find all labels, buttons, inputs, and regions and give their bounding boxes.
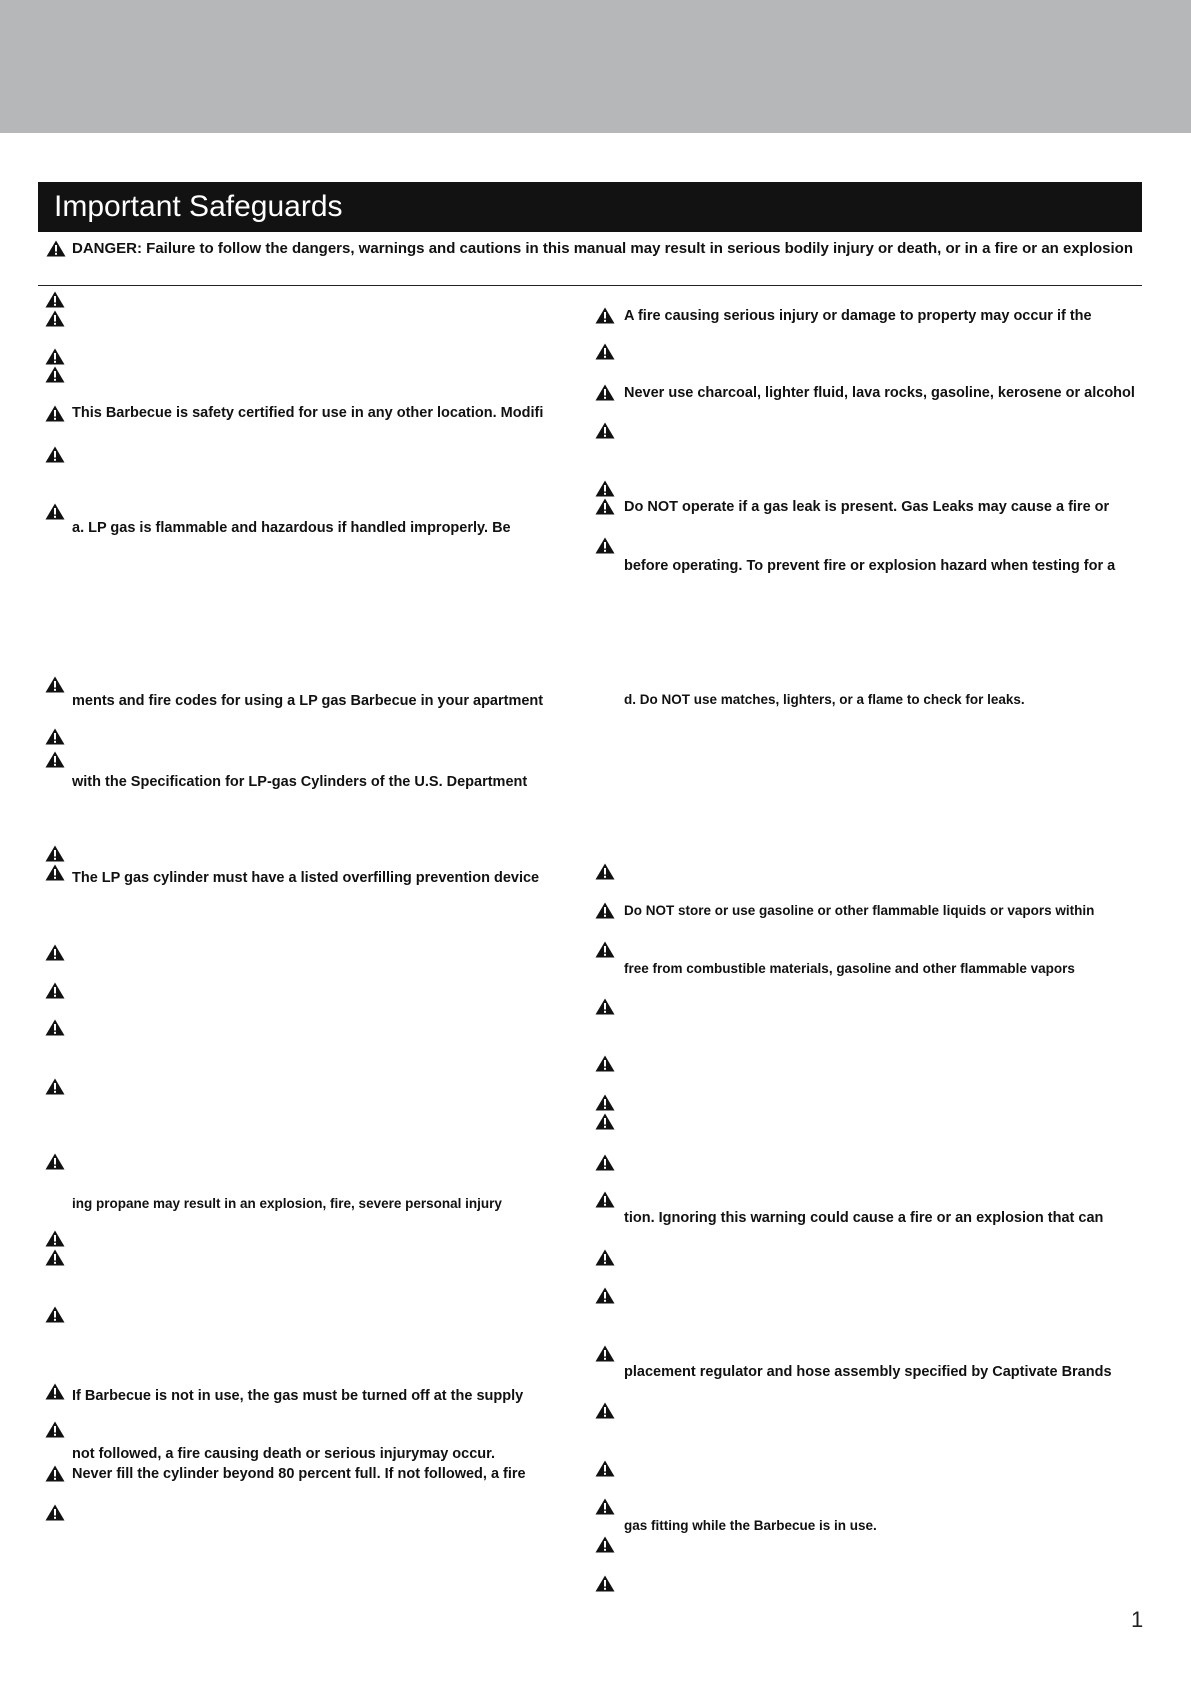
warning-icon: [45, 845, 65, 862]
warning-icon: [595, 1287, 615, 1304]
warning-icon: [595, 998, 615, 1015]
safeguard-text: gas fitting while the Barbecue is in use.: [624, 1518, 877, 1533]
warning-icon: [595, 1191, 615, 1208]
safeguard-text: before operating. To prevent fire or explosion hazard when testing for a: [624, 558, 1116, 574]
warning-icon: [45, 982, 65, 999]
warning-icon: [45, 1249, 65, 1266]
header-band: [0, 0, 1191, 133]
warning-icon: [595, 1345, 615, 1362]
safeguard-text: ing propane may result in an explosion, fire, severe personal injury: [72, 1196, 502, 1211]
warning-icon: [45, 676, 65, 693]
warning-icon: [45, 1019, 65, 1036]
warning-icon: [595, 1460, 615, 1477]
page-title: Important Safeguards: [38, 182, 1142, 232]
warning-icon: [45, 446, 65, 463]
warning-icon: [45, 944, 65, 961]
danger-text: DANGER: Failure to follow the dangers, warnings and cautions in this manual may result in serious bodily injury or death, or in a fire or an explosion: [72, 240, 1134, 257]
warning-icon: [595, 941, 615, 958]
warning-icon: [595, 343, 615, 360]
warning-icon: [595, 422, 615, 439]
warning-icon: [595, 498, 615, 515]
divider: [38, 285, 1142, 286]
warning-icon: [595, 1498, 615, 1515]
warning-icon: [45, 1153, 65, 1170]
safeguard-text: ments and fire codes for using a LP gas Barbecue in your apartment: [72, 693, 544, 709]
safeguard-text: Do NOT operate if a gas leak is present. Gas Leaks may cause a fire or: [624, 499, 1110, 515]
safeguard-text: This Barbecue is safety certified for use in any other location. Modifi: [72, 405, 544, 421]
warning-icon: [595, 1402, 615, 1419]
warning-icon: [45, 1421, 65, 1438]
safeguard-text: a. LP gas is flammable and hazardous if handled improperly. Be: [72, 520, 511, 536]
warning-icon: [595, 1249, 615, 1266]
safeguard-text: free from combustible materials, gasoline and other flammable vapors: [624, 961, 1075, 976]
warning-icon: [45, 1230, 65, 1247]
warning-icon: [595, 1094, 615, 1111]
warning-icon: [595, 537, 615, 554]
safeguard-text: tion. Ignoring this warning could cause a fire or an explosion that can: [624, 1210, 1104, 1226]
warning-icon: [595, 1575, 615, 1592]
safeguard-text: not followed, a fire causing death or serious injurymay occur.: [72, 1446, 496, 1462]
danger-statement: [46, 236, 1146, 262]
warning-icon: [45, 503, 65, 520]
warning-icon: [45, 1078, 65, 1095]
warning-icon: [45, 348, 65, 365]
warning-icon: [45, 1465, 65, 1482]
warning-icon: [45, 751, 65, 768]
warning-icon: [595, 1154, 615, 1171]
warning-icon: [45, 1504, 65, 1521]
warning-icon: [595, 1055, 615, 1072]
warning-icon: [45, 1306, 65, 1323]
warning-icon: [595, 384, 615, 401]
safeguard-text: If Barbecue is not in use, the gas must be turned off at the supply: [72, 1388, 524, 1404]
safeguard-text: with the Specification for LP-gas Cylinders of the U.S. Department: [72, 774, 528, 790]
warning-icon: [595, 863, 615, 880]
safeguard-text: d. Do NOT use matches, lighters, or a flame to check for leaks.: [624, 692, 1025, 707]
warning-icon: [45, 310, 65, 327]
warning-icon: [595, 307, 615, 324]
warning-icon: [45, 1383, 65, 1400]
warning-icon: [595, 480, 615, 497]
safeguard-text: placement regulator and hose assembly specified by Captivate Brands: [624, 1364, 1112, 1380]
warning-icon: [45, 864, 65, 881]
safeguard-text: Do NOT store or use gasoline or other flammable liquids or vapors within: [624, 903, 1095, 918]
warning-icon: [46, 240, 66, 257]
warning-icon: [45, 366, 65, 383]
safeguard-text: A fire causing serious injury or damage to property may occur if the: [624, 308, 1092, 324]
warning-icon: [595, 902, 615, 919]
warning-icon: [45, 405, 65, 422]
warning-icon: [595, 1536, 615, 1553]
safeguard-text: Never fill the cylinder beyond 80 percent full. If not followed, a fire: [72, 1466, 526, 1482]
warning-icon: [45, 728, 65, 745]
page-number: 1: [1131, 1607, 1144, 1632]
warning-icon: [595, 1113, 615, 1130]
warning-icon: [45, 291, 65, 308]
safeguard-text: The LP gas cylinder must have a listed overfilling prevention device: [72, 870, 540, 886]
safeguard-text: Never use charcoal, lighter fluid, lava rocks, gasoline, kerosene or alcohol: [624, 385, 1135, 401]
